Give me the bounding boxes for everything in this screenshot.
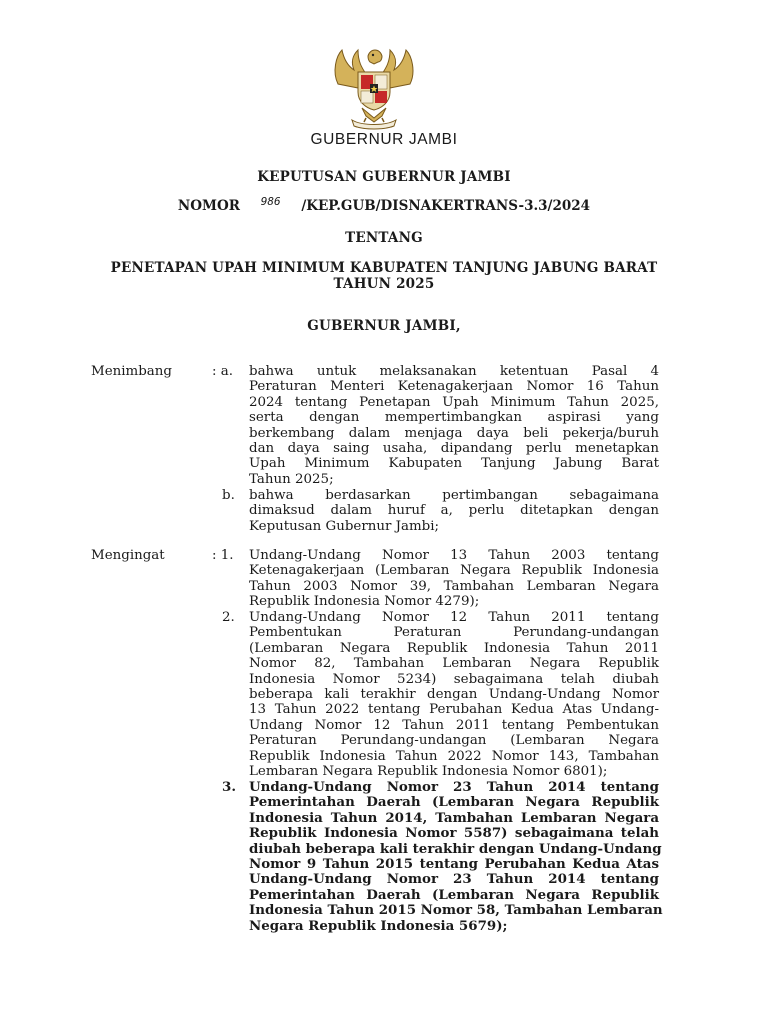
text-line: Pemerintahan Daerah (Lembaran Negara Republik bbox=[249, 886, 659, 903]
text-line: Republik Indonesia Nomor 5587) sebagaimana telah bbox=[249, 825, 659, 842]
subject-line-2: TAHUN 2025 bbox=[333, 276, 435, 292]
text-line: Lembaran Negara Republik Indonesia Nomor 6801); bbox=[249, 764, 608, 780]
text-line: Tahun 2025; bbox=[249, 471, 334, 487]
text-line: dan daya saing usaha, dipandang perlu menetapkan bbox=[249, 441, 659, 457]
item-marker: : a. bbox=[212, 364, 234, 379]
text-line: Tahun 2003 Nomor 39, Tambahan Lembaran Negara bbox=[249, 578, 659, 594]
text-line: Nomor 9 Tahun 2015 tentang Perubahan Kedua Atas bbox=[249, 856, 659, 873]
text-line: bahwa berdasarkan pertimbangan sebagaimana bbox=[249, 488, 659, 503]
item-text bbox=[249, 548, 659, 610]
item-text bbox=[249, 610, 659, 779]
text-line: Undang-Undang Nomor 23 Tahun 2014 tentang bbox=[249, 779, 659, 795]
text-line: diubah beberapa kali terakhir dengan Undang-Undang bbox=[249, 840, 662, 857]
text-line: Pembentukan Peraturan Perundang-undangan bbox=[249, 625, 659, 641]
item-text bbox=[249, 364, 659, 487]
nomor-handwritten: 986 bbox=[260, 195, 281, 208]
item-marker: 3. bbox=[222, 779, 236, 795]
item-marker: : 1. bbox=[212, 548, 234, 563]
text-line: Republik Indonesia Tahun 2022 Nomor 143, Tambahan bbox=[249, 748, 659, 764]
item-text bbox=[249, 488, 659, 534]
text-line: Indonesia Tahun 2015 Nomor 58, Tambahan Lembaran bbox=[249, 902, 663, 919]
issuer-heading: GUBERNUR JAMBI bbox=[310, 131, 458, 148]
text-line: dimaksud dalam huruf a, perlu ditetapkan dengan bbox=[249, 503, 659, 519]
text-line: (Lembaran Negara Republik Indonesia Tahun 2011 bbox=[249, 640, 659, 656]
text-line: Upah Minimum Kabupaten Tanjung Jabung Barat bbox=[249, 456, 659, 472]
text-line: beberapa kali terakhir dengan Undang-Undang Nomor bbox=[249, 687, 659, 703]
garuda-emblem bbox=[328, 46, 420, 130]
mengingat-label: Mengingat bbox=[91, 548, 165, 563]
text-line: Peraturan Perundang-undangan (Lembaran Negara bbox=[249, 733, 659, 749]
text-line: Undang-Undang Nomor 12 Tahun 2011 tentang bbox=[249, 610, 659, 625]
text-line: Undang Nomor 12 Tahun 2011 tentang Pembentukan bbox=[249, 717, 659, 733]
text-line: Pemerintahan Daerah (Lembaran Negara Republik bbox=[249, 794, 659, 811]
subject-line-1: PENETAPAN UPAH MINIMUM KABUPATEN TANJUNG JABUNG BARAT bbox=[110, 260, 658, 276]
decree-number bbox=[0, 195, 768, 214]
text-line: 2024 tentang Penetapan Upah Minimum Tahun 2025, bbox=[249, 394, 659, 410]
text-line: Undang-Undang Nomor 13 Tahun 2003 tentang bbox=[249, 548, 659, 563]
text-line: Negara Republik Indonesia 5679); bbox=[249, 917, 508, 934]
text-line: 13 Tahun 2022 tentang Perubahan Kedua Atas Undang- bbox=[249, 702, 659, 718]
text-line: Keputusan Gubernur Jambi; bbox=[249, 518, 440, 534]
text-line: Indonesia Tahun 2014, Tambahan Lembaran Negara bbox=[249, 809, 659, 826]
nomor-suffix: /KEP.GUB/DISNAKERTRANS-3.3/2024 bbox=[301, 198, 591, 214]
item-text bbox=[249, 779, 663, 934]
text-line: Undang-Undang Nomor 23 Tahun 2014 tentang bbox=[249, 871, 659, 888]
text-line: Nomor 82, Tambahan Lembaran Negara Republik bbox=[249, 656, 659, 672]
text-line: bahwa untuk melaksanakan ketentuan Pasal 4 bbox=[249, 364, 659, 379]
text-line: berkembang dalam menjaga daya beli pekerja/buruh bbox=[249, 425, 659, 441]
item-marker: b. bbox=[222, 488, 235, 503]
item-marker: 2. bbox=[222, 610, 235, 625]
text-line: serta dengan mempertimbangkan aspirasi yang bbox=[249, 410, 659, 426]
nomor-label: NOMOR bbox=[177, 198, 240, 214]
authority-heading: GUBERNUR JAMBI, bbox=[307, 318, 461, 334]
text-line: Ketenagakerjaan (Lembaran Negara Republik Indonesia bbox=[249, 563, 659, 579]
decree-title: KEPUTUSAN GUBERNUR JAMBI bbox=[257, 169, 511, 185]
text-line: Peraturan Menteri Ketenagakerjaan Nomor 16 Tahun bbox=[249, 379, 659, 395]
text-line: Republik Indonesia Nomor 4279); bbox=[249, 594, 480, 610]
menimbang-label: Menimbang bbox=[91, 364, 172, 379]
tentang-heading: TENTANG bbox=[345, 230, 423, 246]
text-line: Indonesia Nomor 5234) sebagaimana telah diubah bbox=[249, 671, 659, 687]
